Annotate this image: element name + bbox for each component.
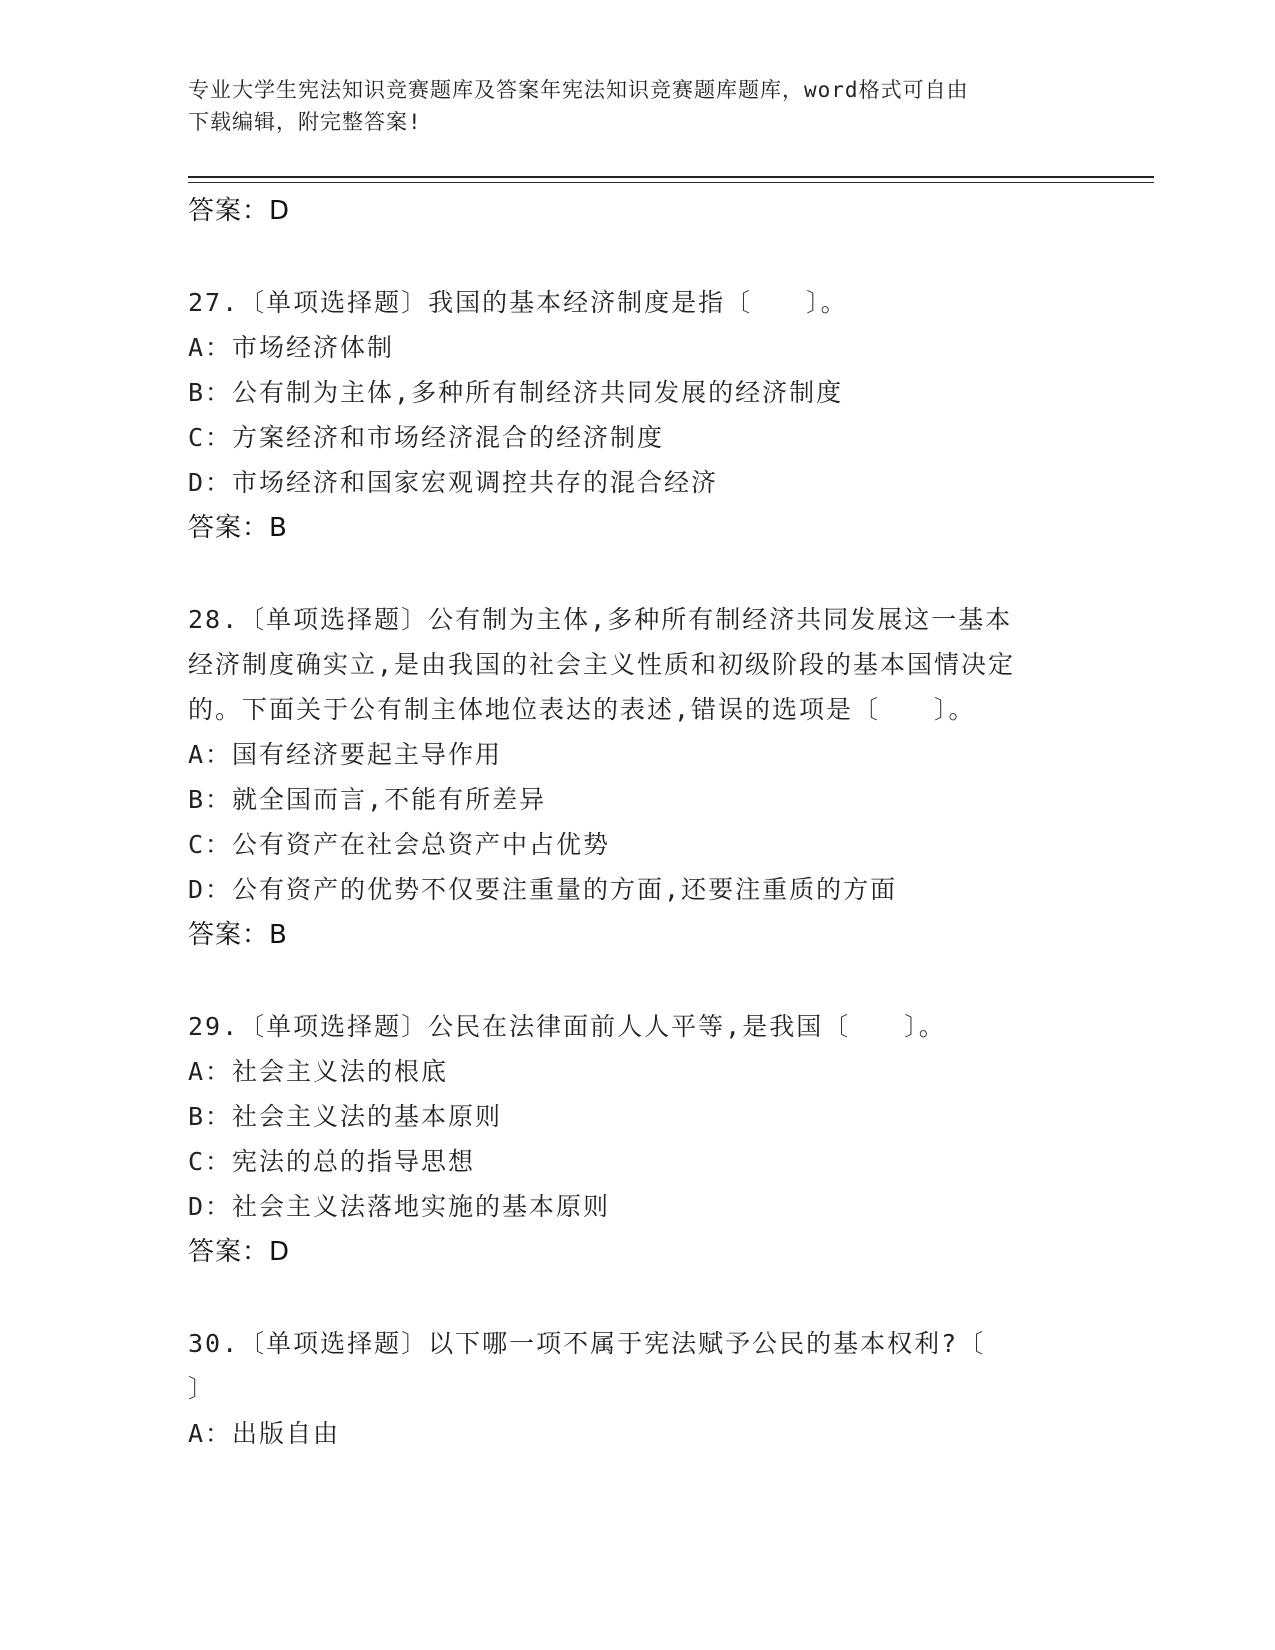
- question-text: [188, 1321, 1088, 1411]
- option-c: C：宪法的总的指导思想: [188, 1147, 476, 1176]
- question-27: [188, 280, 1088, 551]
- option-b: B：社会主义法的基本原则: [188, 1102, 503, 1131]
- question-line: 28.〔单项选择题〕公有制为主体,多种所有制经济共同发展这一基本: [188, 605, 1013, 634]
- page-header: [188, 74, 1078, 138]
- header-line-2: 下载编辑，附完整答案!: [188, 110, 422, 134]
- question-28: [188, 597, 1088, 958]
- option-b: B：公有制为主体,多种所有制经济共同发展的经济制度: [188, 378, 844, 407]
- question-text: [188, 597, 1088, 732]
- option-a: A：社会主义法的根底: [188, 1057, 449, 1086]
- header-rule-thin: [188, 182, 1154, 183]
- header-rule-thick: [188, 176, 1154, 178]
- question-line: 30.〔单项选择题〕以下哪一项不属于宪法赋予公民的基本权利?〔: [188, 1329, 986, 1358]
- question-text: [188, 1004, 1088, 1049]
- option-a: A：出版自由: [188, 1419, 341, 1448]
- option-a: A：市场经济体制: [188, 333, 395, 362]
- option-a: A：国有经济要起主导作用: [188, 740, 503, 769]
- question-list: [188, 188, 1088, 1456]
- answer: 答案：B: [188, 513, 288, 543]
- option-b: B：就全国而言,不能有所差异: [188, 785, 547, 814]
- question-30: [188, 1321, 1088, 1456]
- question-text: [188, 280, 1088, 325]
- answer: 答案：D: [188, 1237, 291, 1267]
- answer: 答案：B: [188, 920, 288, 950]
- option-d: D：社会主义法落地实施的基本原则: [188, 1192, 611, 1221]
- question-line: 〕: [188, 1374, 216, 1403]
- question-line: 经济制度确实立,是由我国的社会主义性质和初级阶段的基本国情决定: [188, 650, 1016, 679]
- option-c: C：公有资产在社会总资产中占优势: [188, 830, 611, 859]
- option-d: D：公有资产的优势不仅要注重量的方面,还要注重质的方面: [188, 875, 898, 904]
- header-line-1: 专业大学生宪法知识竞赛题库及答案年宪法知识竞赛题库题库，word格式可自由: [188, 78, 969, 102]
- option-d: D：市场经济和国家宏观调控共存的混合经济: [188, 468, 719, 497]
- question-line: 29.〔单项选择题〕公民在法律面前人人平等,是我国〔 〕。: [188, 1012, 946, 1041]
- question-line: 的。下面关于公有制主体地位表达的表述,错误的选项是〔 〕。: [188, 695, 976, 724]
- question-line: 27.〔单项选择题〕我国的基本经济制度是指〔 〕。: [188, 288, 848, 317]
- question-29: [188, 1004, 1088, 1275]
- option-c: C：方案经济和市场经济混合的经济制度: [188, 423, 665, 452]
- previous-answer: 答案：D: [188, 196, 291, 226]
